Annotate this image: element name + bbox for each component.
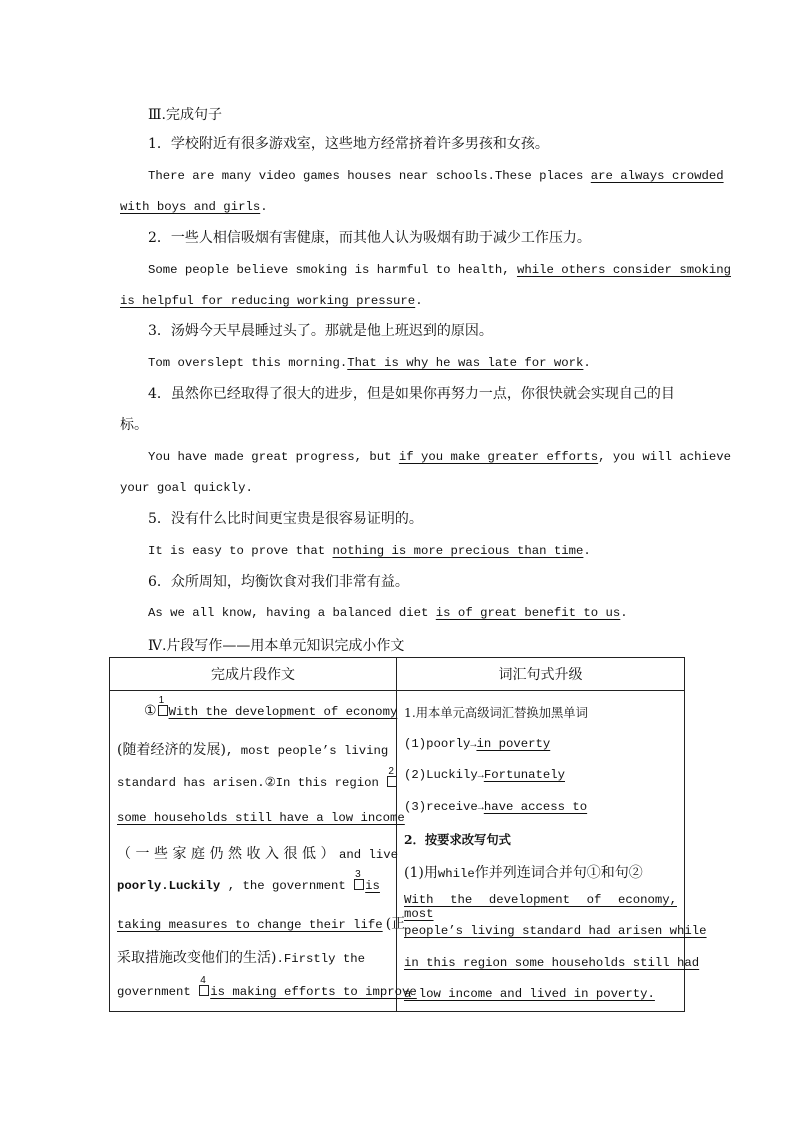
item-2-english-line-1	[148, 262, 731, 278]
left-column-header: 完成片段作文	[110, 658, 397, 691]
section-3-heading: Ⅲ.完成句子	[148, 107, 222, 123]
right-title-2: 2．按要求改写句式	[404, 832, 511, 847]
blank-1-answer: With the development of economy	[168, 705, 398, 719]
item-6-chinese: 6．众所周知，均衡饮食对我们非常有益。	[148, 574, 409, 590]
blank-box-3	[354, 869, 364, 890]
item-6-prefix: As we all know, having a balanced diet	[148, 606, 436, 620]
left-line-9	[117, 975, 417, 999]
blank-2-translation: （一些家庭仍然收入很低）	[117, 846, 339, 862]
item-2-prefix: Some people believe smoking is harmful to health,	[148, 263, 517, 277]
left-line-7	[117, 913, 405, 933]
item-1-prefix: There are many video games houses near schools.These places	[148, 169, 591, 183]
item-6-english	[148, 605, 676, 621]
blank-1-translation: (随着经济的发展)	[117, 742, 226, 758]
item-4-mid: , you will achieve	[598, 450, 731, 464]
item-4-prefix: You have made great progress, but	[148, 450, 399, 464]
right-column-header: 词汇句式升级	[397, 658, 685, 691]
item-1-answer-part-2: with boys and girls	[120, 200, 261, 214]
rewrite-answer-line-2: people’s living standard had arisen while	[404, 924, 707, 938]
vocab-word-3: (3)receive	[404, 800, 478, 814]
instruction-keyword: while	[437, 867, 475, 881]
item-4-english-line-1	[148, 449, 731, 465]
blank-2-answer: some households still have a low income	[117, 811, 405, 825]
item-6-suffix: .	[620, 606, 628, 620]
item-1-english-line-2	[120, 199, 676, 215]
rewrite-instruction	[404, 862, 643, 882]
rewrite-answer-line-4: a low income and lived in poverty.	[404, 987, 655, 1001]
item-3-answer: That is why he was late for work	[347, 356, 584, 370]
vocab-answer-2: Fortunately	[483, 768, 565, 782]
item-1-chinese: 1．学校附近有很多游戏室，这些地方经常挤着许多男孩和女孩。	[148, 136, 549, 152]
item-4-chinese-line-1: 4．虽然你已经取得了很大的进步，但是如果你再努力一点，你很快就会实现自己的目	[148, 386, 675, 402]
item-5-suffix: .	[583, 544, 591, 558]
rewrite-answer-line-3: in this region some households still had	[404, 956, 700, 970]
blank-3-answer-start: is	[365, 879, 380, 893]
item-3-english	[148, 355, 676, 371]
left-line-8	[117, 947, 365, 967]
item-2-answer-part-2: is helpful for reducing working pressure	[120, 294, 416, 308]
item-3-suffix: .	[583, 356, 591, 370]
instruction-part-1: (1)用	[404, 865, 438, 881]
item-4-english-line-2: your goal quickly.	[120, 481, 253, 495]
arrow-icon: →	[470, 740, 477, 751]
blank-number-1: 1	[158, 695, 165, 706]
vocab-answer-1: in poverty	[476, 737, 551, 751]
left-line-1	[144, 695, 398, 719]
left-line-3-text: standard has arisen.②In this region	[117, 776, 379, 790]
item-5-english	[148, 543, 676, 559]
item-5-prefix: It is easy to prove that	[148, 544, 333, 558]
arrow-icon: →	[477, 771, 484, 782]
circle-one: ①	[144, 703, 157, 719]
item-6-answer: is of great benefit to us	[435, 606, 621, 620]
item-5-chinese: 5．没有什么比时间更宝贵是很容易证明的。	[148, 511, 423, 527]
arrow-icon: →	[477, 803, 484, 814]
item-5-answer: nothing is more precious than time	[332, 544, 584, 558]
bold-words: poorly.Luckily	[117, 879, 221, 893]
rewrite-answer-line-1: With the development of economy, most	[404, 893, 677, 921]
item-4-chinese-line-2: 标。	[120, 417, 148, 433]
blank-4-answer: is making efforts to improve	[210, 985, 417, 999]
item-2-english-line-2	[120, 293, 676, 309]
left-line-3	[117, 766, 398, 790]
item-2-answer-part-1: while others consider smoking	[516, 263, 731, 277]
item-1-english-line-1	[148, 168, 724, 184]
left-line-5-text: and live	[339, 848, 399, 862]
vocab-word-1: (1)poorly	[404, 737, 471, 751]
item-3-chinese: 3．汤姆今天早晨睡过头了。那就是他上班迟到的原因。	[148, 323, 493, 339]
vocab-row-3	[404, 800, 587, 814]
left-line-2-text: , most people’s living	[225, 744, 389, 758]
left-line-8-text: .Firstly the	[276, 952, 366, 966]
left-line-6	[117, 869, 380, 893]
vocab-row-2	[404, 768, 565, 782]
left-paragraph-cell	[110, 691, 417, 1012]
instruction-part-2: 作并列连词合并句①和句②	[474, 865, 643, 881]
left-line-9-text: government	[117, 985, 191, 999]
blank-box-1	[158, 695, 168, 716]
blank-number-3: 3	[355, 869, 361, 880]
vocab-answer-3: have access to	[483, 800, 588, 814]
blank-box-4	[199, 975, 209, 996]
vocab-word-2: (2)Luckily	[404, 768, 478, 782]
blank-3-translation-start: (正	[385, 916, 406, 932]
vocab-row-1	[404, 737, 550, 751]
item-1-answer-part-1: are always crowded	[590, 169, 724, 183]
blank-number-4: 4	[200, 975, 206, 986]
composition-table	[109, 657, 707, 1012]
right-upgrade-cell	[397, 691, 707, 1012]
left-line-4	[117, 811, 405, 825]
item-2-suffix: .	[415, 294, 423, 308]
item-2-chinese: 2．一些人相信吸烟有害健康，而其他人认为吸烟有助于减少工作压力。	[148, 230, 591, 246]
left-line-5	[117, 843, 398, 863]
blank-3-translation: 采取措施改变他们的生活)	[117, 950, 277, 966]
item-3-prefix: Tom overslept this morning.	[148, 356, 348, 370]
blank-number-2: 2	[388, 766, 394, 777]
left-line-6-text: , the government	[227, 879, 346, 893]
left-line-2	[117, 739, 388, 759]
right-title-1: 1.用本单元高级词汇替换加黑单词	[404, 706, 588, 720]
blank-3-answer: taking measures to change their life	[117, 918, 383, 932]
item-4-answer: if you make greater efforts	[398, 450, 599, 464]
item-1-suffix: .	[260, 200, 268, 214]
section-4-heading: Ⅳ.片段写作——用本单元知识完成小作文	[148, 638, 405, 654]
